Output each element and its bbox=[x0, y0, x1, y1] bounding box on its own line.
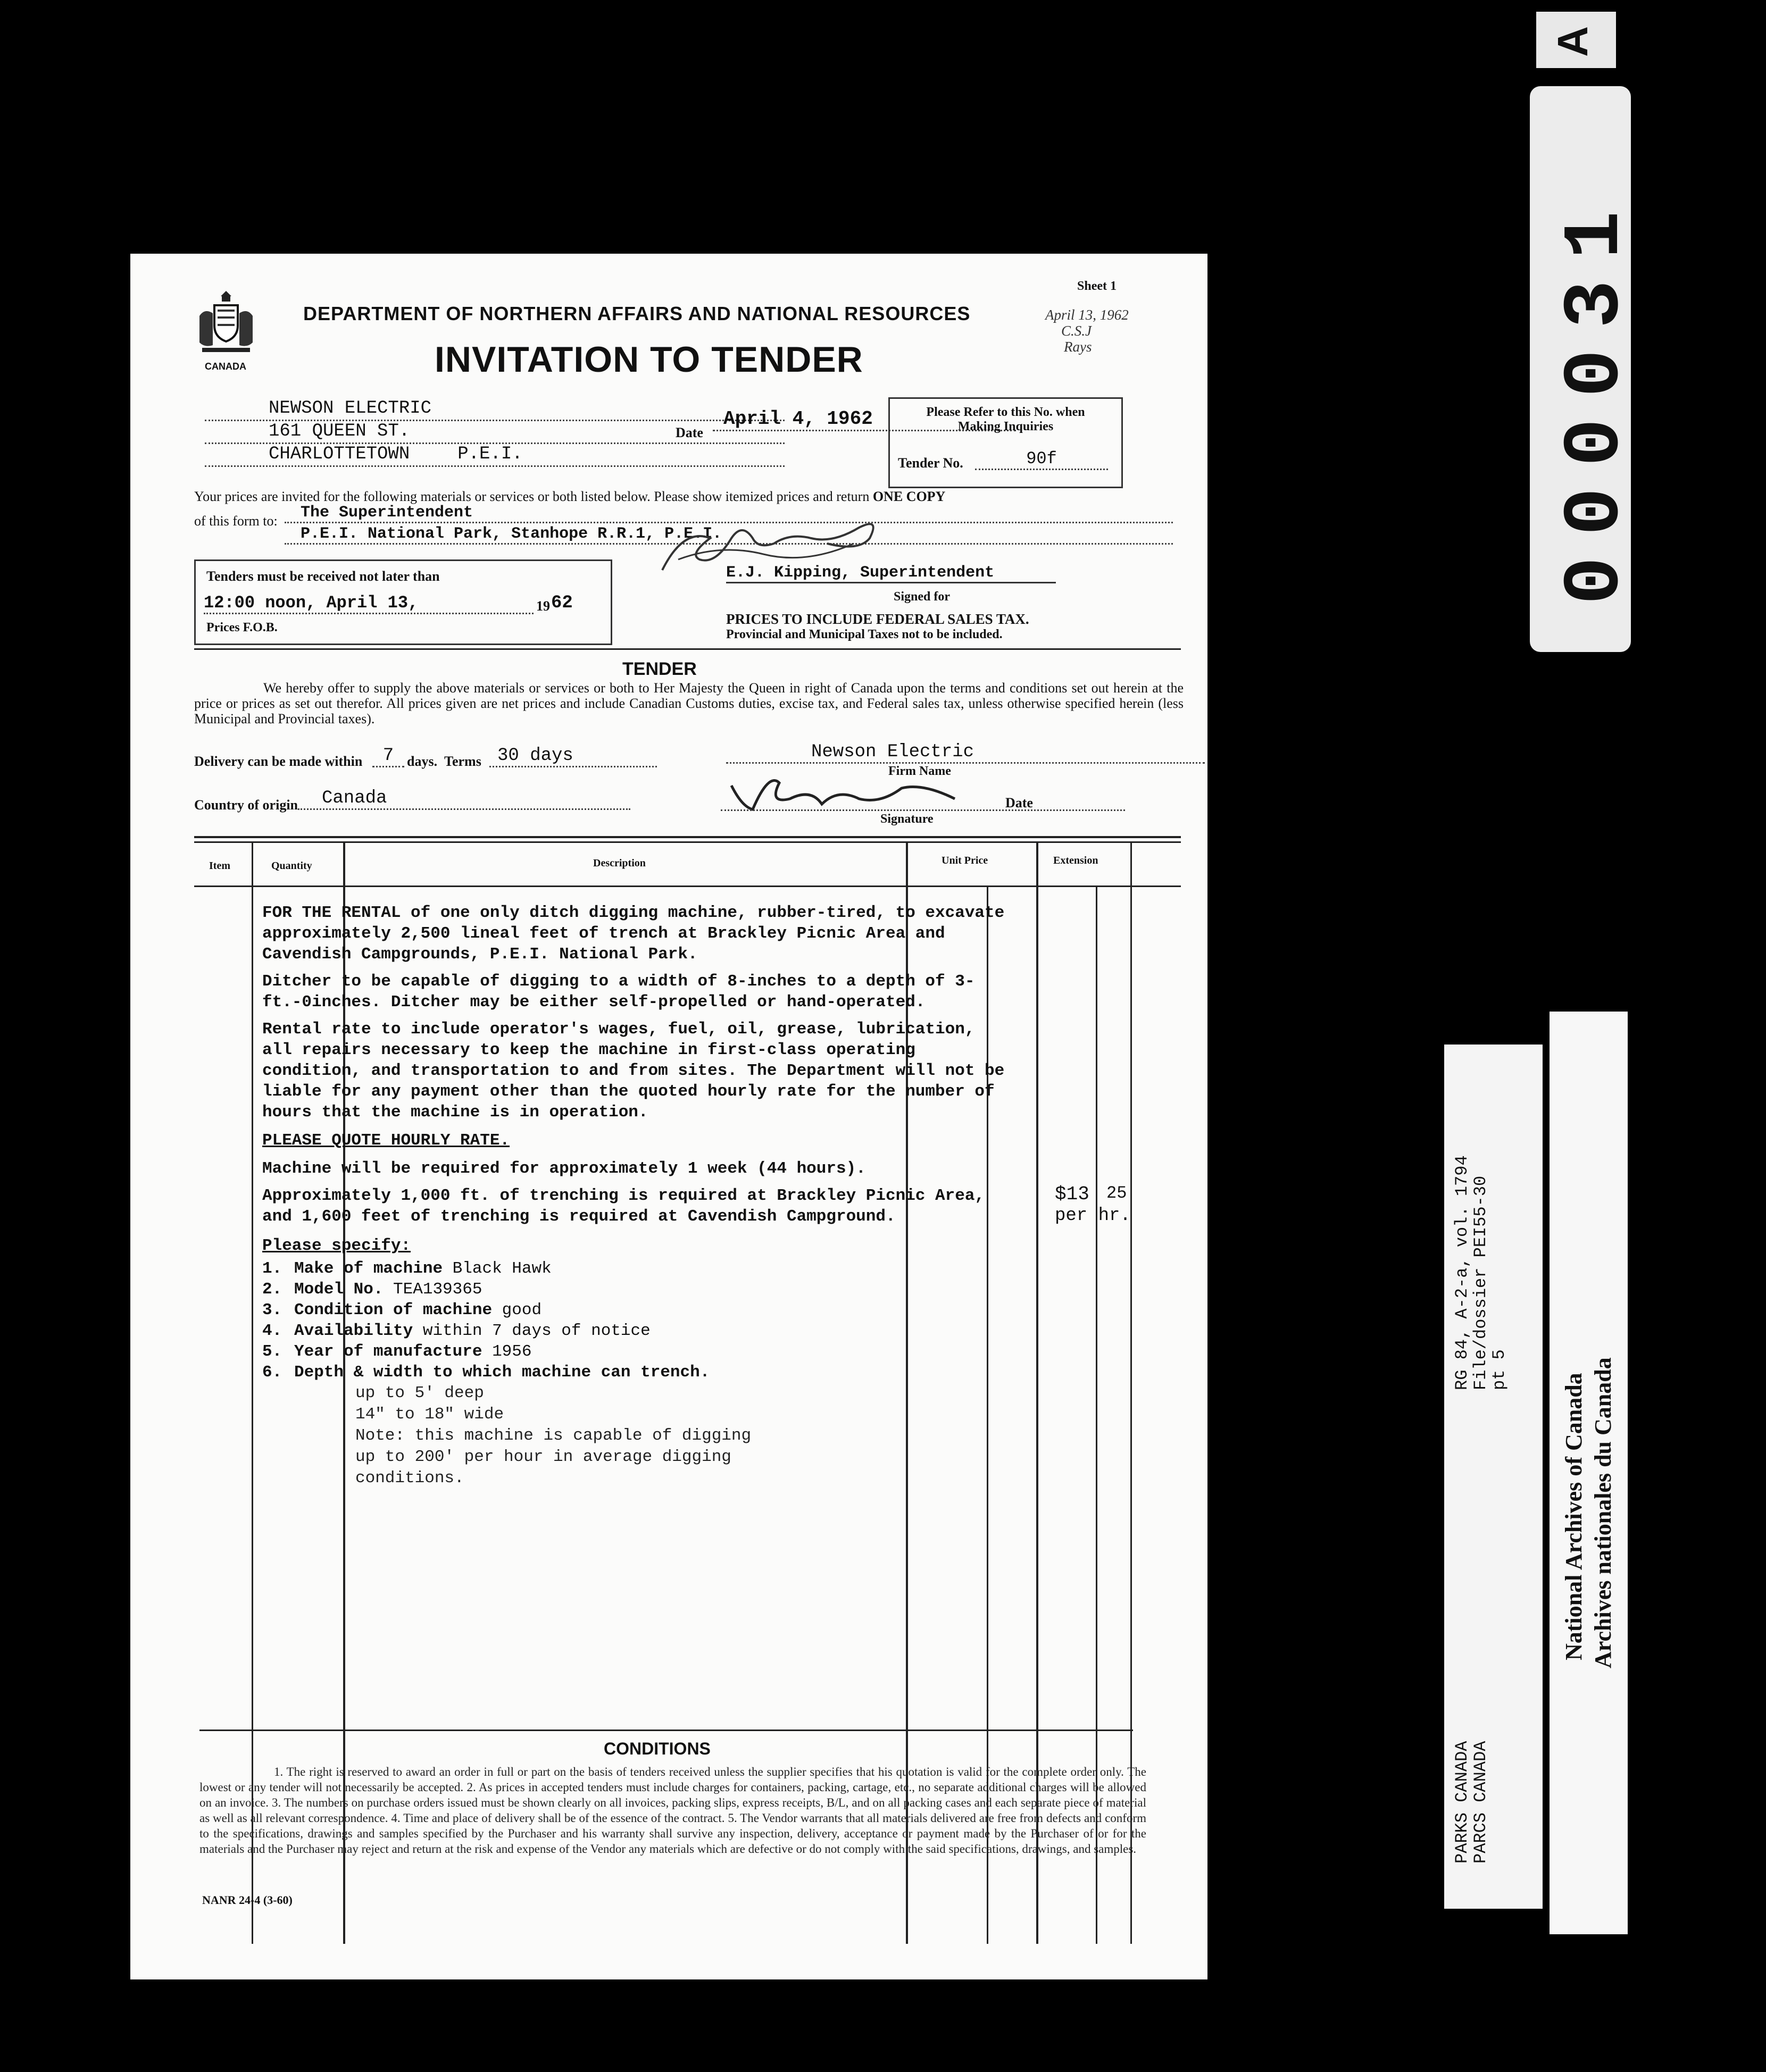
table-header-rule bbox=[194, 885, 1181, 887]
form-number: NANR 24-4 (3-60) bbox=[202, 1893, 293, 1907]
prices-invited bbox=[194, 489, 1162, 505]
divider bbox=[194, 648, 1181, 650]
spec-value: within 7 days of notice bbox=[422, 1322, 651, 1340]
firm-name-value: Newson Electric bbox=[726, 742, 1205, 764]
tender-number-box bbox=[888, 397, 1123, 488]
spec-number: 5. bbox=[262, 1342, 282, 1361]
return-to-line-1: The Superintendent bbox=[285, 504, 1173, 523]
vendor-province: P.E.I. bbox=[457, 444, 523, 464]
return-to-line-2: P.E.I. National Park, Stanhope R.R.1, P.E.I. bbox=[285, 525, 1173, 545]
please-specify: Please specify: bbox=[262, 1236, 411, 1255]
tender-heading: TENDER bbox=[622, 659, 697, 679]
national-archives-label bbox=[1550, 1012, 1628, 1934]
deadline-value: 12:00 noon, April 13, bbox=[204, 593, 534, 614]
reel-number: 000031 bbox=[1551, 189, 1642, 605]
handwritten-note-line: April 13, 1962 bbox=[1045, 307, 1129, 323]
coat-of-arms-icon bbox=[194, 287, 258, 366]
signature-label: Signature bbox=[880, 812, 934, 826]
typed-answer-line: conditions. bbox=[355, 1469, 464, 1488]
deadline-year: 62 bbox=[551, 593, 573, 613]
reel-number-strip bbox=[1530, 86, 1642, 652]
days-label: days. bbox=[407, 754, 438, 769]
typed-answer bbox=[262, 1383, 1007, 1489]
canada-coat-of-arms bbox=[194, 287, 258, 372]
conditions-text: 1. The right is reserved to award an order in full or part on the basis of tenders received unless the supplier specifies that his quotation is valid for the complete order only. The lowest or any tender will not necessarily be accepted. 2. As prices in accepted tenders must include charges for containers, packing, cartage, etc., no separate additional charges will be allowed on an invoice. 3. The numbers on purchase orders issued must be shown clearly on all invoices, packing slips, express receipts, B/L, and on all packing cases and each separate piece of material as well as all relevant correspondence. 4. Time and place of delivery shall be of the essence of the contract. 5. The Vendor warrants that all materials delivered are free from defects and conform to the specifications, drawings and samples specified by the Purchaser and his warranty shall survive any inspection, delivery, acceptance or payment made by the Purchaser of or for the materials and the Purchaser may reject and return at the risk and expense of the Vendor any materials which are defective or do not comply with the said specifications, drawings, and samples. bbox=[199, 1765, 1146, 1856]
date-label: Date bbox=[676, 425, 703, 440]
spec-number: 4. bbox=[262, 1322, 282, 1340]
spec-label: Year of manufacture bbox=[294, 1342, 482, 1361]
tender-number-value: 90f bbox=[975, 449, 1108, 470]
header-item: Item bbox=[209, 860, 230, 872]
archive-tab bbox=[1536, 12, 1616, 68]
table-top-rule-2 bbox=[194, 841, 1181, 843]
department-name: DEPARTMENT OF NORTHERN AFFAIRS AND NATIONAL RESOURCES bbox=[303, 303, 971, 324]
header-unit-price: Unit Price bbox=[942, 855, 988, 866]
vendor-signature bbox=[721, 772, 997, 815]
spec-label: Model No. bbox=[294, 1280, 384, 1299]
signed-by: E.J. Kipping, Superintendent bbox=[726, 564, 1056, 583]
hourly-rate-dollars: $13 bbox=[1055, 1183, 1089, 1205]
typed-answer-line: up to 5' deep bbox=[355, 1384, 484, 1402]
spec-number: 6. bbox=[262, 1363, 282, 1382]
terms-label: Terms bbox=[444, 754, 481, 769]
prices-fob: Prices F.O.B. bbox=[206, 621, 278, 634]
spec-number: 2. bbox=[262, 1280, 282, 1299]
parks-canada-fr: PARCS CANADA bbox=[1471, 1741, 1490, 1864]
header-extension: Extension bbox=[1053, 855, 1098, 866]
vendor-city: CHARLOTTETOWN bbox=[269, 444, 410, 464]
typed-answer-line: Note: this machine is capable of digging bbox=[355, 1426, 752, 1445]
spec-item bbox=[262, 1321, 1007, 1341]
typed-answer-line: 14" to 18" wide bbox=[355, 1405, 504, 1424]
deadline-label: Tenders must be received not later than bbox=[206, 569, 440, 584]
sheet-number: Sheet 1 bbox=[1077, 279, 1117, 293]
spec-label: Condition of machine bbox=[294, 1301, 493, 1319]
spec-number: 3. bbox=[262, 1301, 282, 1319]
conditions-rule bbox=[199, 1730, 1133, 1731]
spec-list bbox=[262, 1258, 1007, 1383]
hourly-rate-cents: 25 bbox=[1106, 1183, 1127, 1203]
description-paragraph: FOR THE RENTAL of one only ditch digging machine, rubber-tired, to excavate approximately 2,500 lineal feet of trench at Brackley Picnic Area and Cavendish Campgrounds, P.E.I. National Park. bbox=[262, 904, 1005, 964]
form-title: INVITATION TO TENDER bbox=[435, 339, 863, 380]
deadline-year-prefix: 19 bbox=[536, 598, 550, 614]
origin-label: Country of origin bbox=[194, 797, 298, 813]
terms-value: 30 days bbox=[489, 746, 657, 767]
national-archives-fr: Archives nationales du Canada bbox=[1590, 1357, 1616, 1668]
tax-line-2: Provincial and Municipal Taxes not to be included. bbox=[726, 628, 1003, 641]
description-content bbox=[262, 903, 1007, 1489]
vendor-city-line bbox=[205, 444, 785, 467]
conditions-heading: CONDITIONS bbox=[604, 1739, 711, 1758]
national-archives-en: National Archives of Canada bbox=[1561, 1373, 1587, 1660]
signature-line bbox=[721, 809, 1125, 811]
archive-ref-line: pt 5 bbox=[1489, 1349, 1509, 1390]
description-paragraph: Rental rate to include operator's wages, fuel, oil, grease, lubrication, all repairs necessary to keep the machine in first-class operating condition, and transportation to and from sites. The Department will not be liable for any payment other than the quoted hourly rate for the number of hours that the machine is in operation. bbox=[262, 1020, 1005, 1122]
please-quote: PLEASE QUOTE HOURLY RATE. bbox=[262, 1131, 510, 1150]
hourly-rate-unit: per hr. bbox=[1055, 1206, 1131, 1226]
spec-value: TEA139365 bbox=[393, 1280, 482, 1299]
origin-value: Canada bbox=[298, 788, 630, 810]
prices-invited-text: Your prices are invited for the following materials or services or both listed below. Please show itemized prices and return bbox=[194, 489, 870, 504]
one-copy: ONE COPY bbox=[872, 489, 946, 504]
delivery-label: Delivery can be made within bbox=[194, 754, 363, 769]
parks-canada-en: PARKS CANADA bbox=[1452, 1741, 1472, 1864]
archive-reference-label bbox=[1444, 1045, 1543, 1909]
crest-caption: CANADA bbox=[205, 361, 246, 372]
spec-label: Make of machine bbox=[294, 1259, 443, 1278]
requirement-paragraph: Machine will be required for approximately 1 week (44 hours). bbox=[262, 1159, 866, 1178]
spec-item bbox=[262, 1341, 1007, 1362]
return-to-label: of this form to: bbox=[194, 513, 278, 529]
typed-answer-line: up to 200' per hour in average digging bbox=[355, 1448, 731, 1466]
signature-date-label: Date bbox=[1005, 795, 1033, 811]
archive-ref-line: File/dossier PEI55-30 bbox=[1471, 1175, 1490, 1390]
refer-line-1: Please Refer to this No. when bbox=[926, 405, 1085, 419]
spec-value: 1956 bbox=[492, 1342, 532, 1361]
date-value: April 4, 1962 bbox=[713, 408, 1016, 431]
header-description: Description bbox=[593, 857, 646, 869]
tender-number-label: Tender No. bbox=[898, 455, 963, 471]
header-quantity: Quantity bbox=[271, 860, 312, 872]
spec-item bbox=[262, 1362, 1007, 1383]
signed-for: Signed for bbox=[894, 590, 951, 604]
requirement-paragraph: Approximately 1,000 ft. of trenching is required at Brackley Picnic Area, and 1,600 feet of trenching is required at Cavendish Campground. bbox=[262, 1187, 985, 1226]
handwritten-note-line: C.S.J bbox=[1061, 323, 1092, 339]
tender-offer-text: We hereby offer to supply the above materials or services or both to Her Majesty the Queen in right of Canada upon the terms and conditions set out herein at the price or prices as set out therefor. All prices given are net prices and include Canadian Customs duties, excise tax, and Federal sales tax, unless otherwise specified herein (less Municipal and Provincial taxes). bbox=[194, 680, 1184, 726]
description-paragraph: Ditcher to be capable of digging to a width of 8-inches to a depth of 3-ft.-0inches. Ditcher may be either self-propelled or hand-operated. bbox=[262, 972, 975, 1012]
spec-number: 1. bbox=[262, 1259, 282, 1278]
spec-value: good bbox=[502, 1301, 542, 1319]
archive-ref-line: RG 84, A-2-a, vol. 1794 bbox=[1452, 1155, 1472, 1390]
tender-document bbox=[130, 254, 1207, 1979]
archive-tab-letter: A bbox=[1548, 26, 1596, 57]
spec-label: Depth & width to which machine can trench. bbox=[294, 1363, 710, 1382]
handwritten-note-line: Rays bbox=[1064, 339, 1092, 355]
deadline-box bbox=[194, 559, 612, 645]
tax-line-1: PRICES TO INCLUDE FEDERAL SALES TAX. bbox=[726, 611, 1029, 627]
spec-item bbox=[262, 1258, 1007, 1279]
spec-item bbox=[262, 1300, 1007, 1321]
delivery-days: 7 bbox=[372, 746, 404, 767]
spec-item bbox=[262, 1279, 1007, 1300]
spec-value: Black Hawk bbox=[452, 1259, 552, 1278]
vendor-name: NEWSON ELECTRIC bbox=[205, 398, 785, 421]
handwritten-note bbox=[1045, 307, 1129, 355]
firm-name-label: Firm Name bbox=[888, 764, 951, 778]
table-top-rule bbox=[194, 836, 1181, 838]
spec-label: Availability bbox=[294, 1322, 413, 1340]
refer-line-2: Making Inquiries bbox=[957, 420, 1054, 433]
vendor-street: 161 QUEEN ST. bbox=[205, 421, 785, 444]
